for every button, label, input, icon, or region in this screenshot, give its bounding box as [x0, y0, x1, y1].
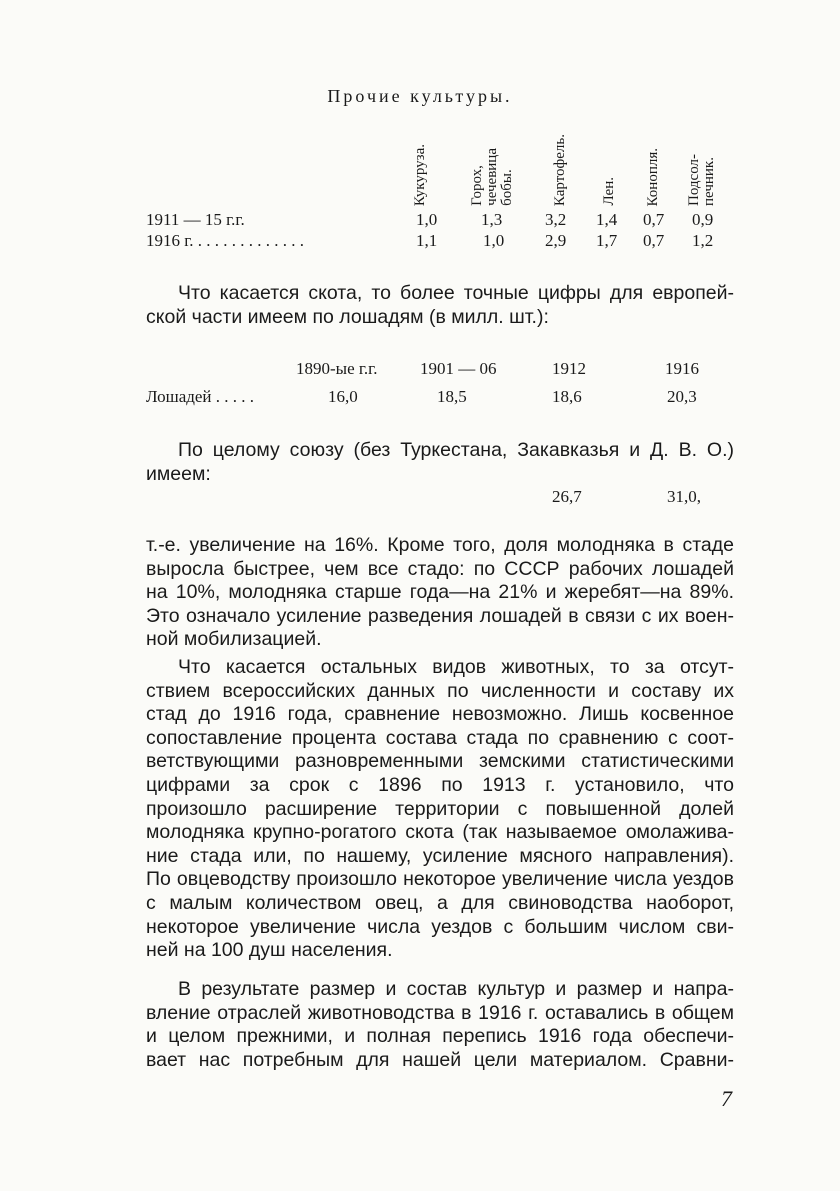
column-header-hemp: Конопля.	[644, 147, 661, 206]
union-value: 26,7	[552, 487, 582, 506]
horses-header: 1916	[665, 359, 699, 378]
crops-cell: 1,2	[692, 231, 714, 250]
crops-cell: 0,9	[692, 210, 714, 229]
crops-cell: 1,0	[483, 231, 505, 250]
paragraph-union: По целому союзу (без Туркестана, Закавказья и Д. В. О.) имеем:	[146, 439, 734, 485]
horses-row-label: Лошадей . . . . .	[146, 387, 255, 406]
paragraph-livestock-intro: Что касается скота, то более точные цифры для европей- ской части имеем по лошадям (в милл. шт.):	[146, 282, 734, 328]
crops-cell: 0,7	[643, 231, 665, 250]
paragraph-other-animals: Что касается остальных видов животных, то за отсут- ствием всероссийских данных по численности и составу их стад до 1916 года, сравнение невозможно. Лишь косвенное сопоставление процента состава стада по сравнению с соот- ветствующими разновременными земскими статистическими цифрами за срок с 1896 по 1913 г. установило, что произошло расширение территории с повышенной долей молодняка крупно-рогатого скота (так называемое омолажива- ние стада или, по нашему, усиление мясного направления). По овцеводству произошло некоторое увеличение числа уездов с малым количеством овец, а для свиноводства наоборот, некоторое увеличение числа уездов с большим числом сви- ней на 100 душ населения.	[146, 656, 734, 962]
crops-cell: 1,1	[416, 231, 438, 250]
horses-header: 1901 — 06	[420, 359, 497, 378]
column-header-potato: Картофель.	[551, 133, 568, 206]
horses-header: 1890-ые г.г.	[296, 359, 378, 378]
union-value: 31,0,	[667, 487, 701, 506]
horses-cell: 18,5	[437, 387, 467, 406]
crops-row-label: 1916 г. . . . . . . . . . . . . .	[146, 231, 305, 250]
crops-cell: 1,4	[596, 210, 618, 229]
crops-row-label: 1911 — 15 г.г.	[146, 210, 245, 229]
horses-header: 1912	[552, 359, 586, 378]
crops-table-caption: Прочие культуры.	[327, 86, 513, 106]
column-header-peas: Горох, чечевица бобы.	[468, 148, 515, 206]
column-header-flax: Лен.	[600, 177, 617, 206]
page-number: 7	[721, 1086, 732, 1111]
horses-cell: 16,0	[328, 387, 358, 406]
horses-cell: 18,6	[552, 387, 582, 406]
horses-cell: 20,3	[667, 387, 697, 406]
crops-cell: 1,7	[596, 231, 618, 250]
column-header-corn: Кукуруза.	[411, 143, 428, 206]
crops-cell: 0,7	[643, 210, 665, 229]
paragraph-result: В результате размер и состав культур и размер и напра- вление отраслей животноводства в 1916 г. оставались в общем и целом прежними, и полная перепись 1916 года обеспечи- вает нас потребным для нашей цели материалом. Сравни-	[146, 978, 734, 1071]
paragraph-increase: т.-е. увеличение на 16%. Кроме того, доля молодняка в стаде выросла быстрее, чем все стадо: по СССР рабочих лошадей на 10%, молодняка старше года—на 21% и жеребят—на 89%. Это означало усиление разведения лошадей в связи с их воен- ной мобилизацией.	[146, 534, 734, 651]
crops-cell: 2,9	[545, 231, 567, 250]
crops-cell: 1,0	[416, 210, 438, 229]
crops-cell: 1,3	[481, 210, 503, 229]
column-header-sunflower: Подсол- печник.	[686, 154, 717, 206]
crops-cell: 3,2	[545, 210, 567, 229]
